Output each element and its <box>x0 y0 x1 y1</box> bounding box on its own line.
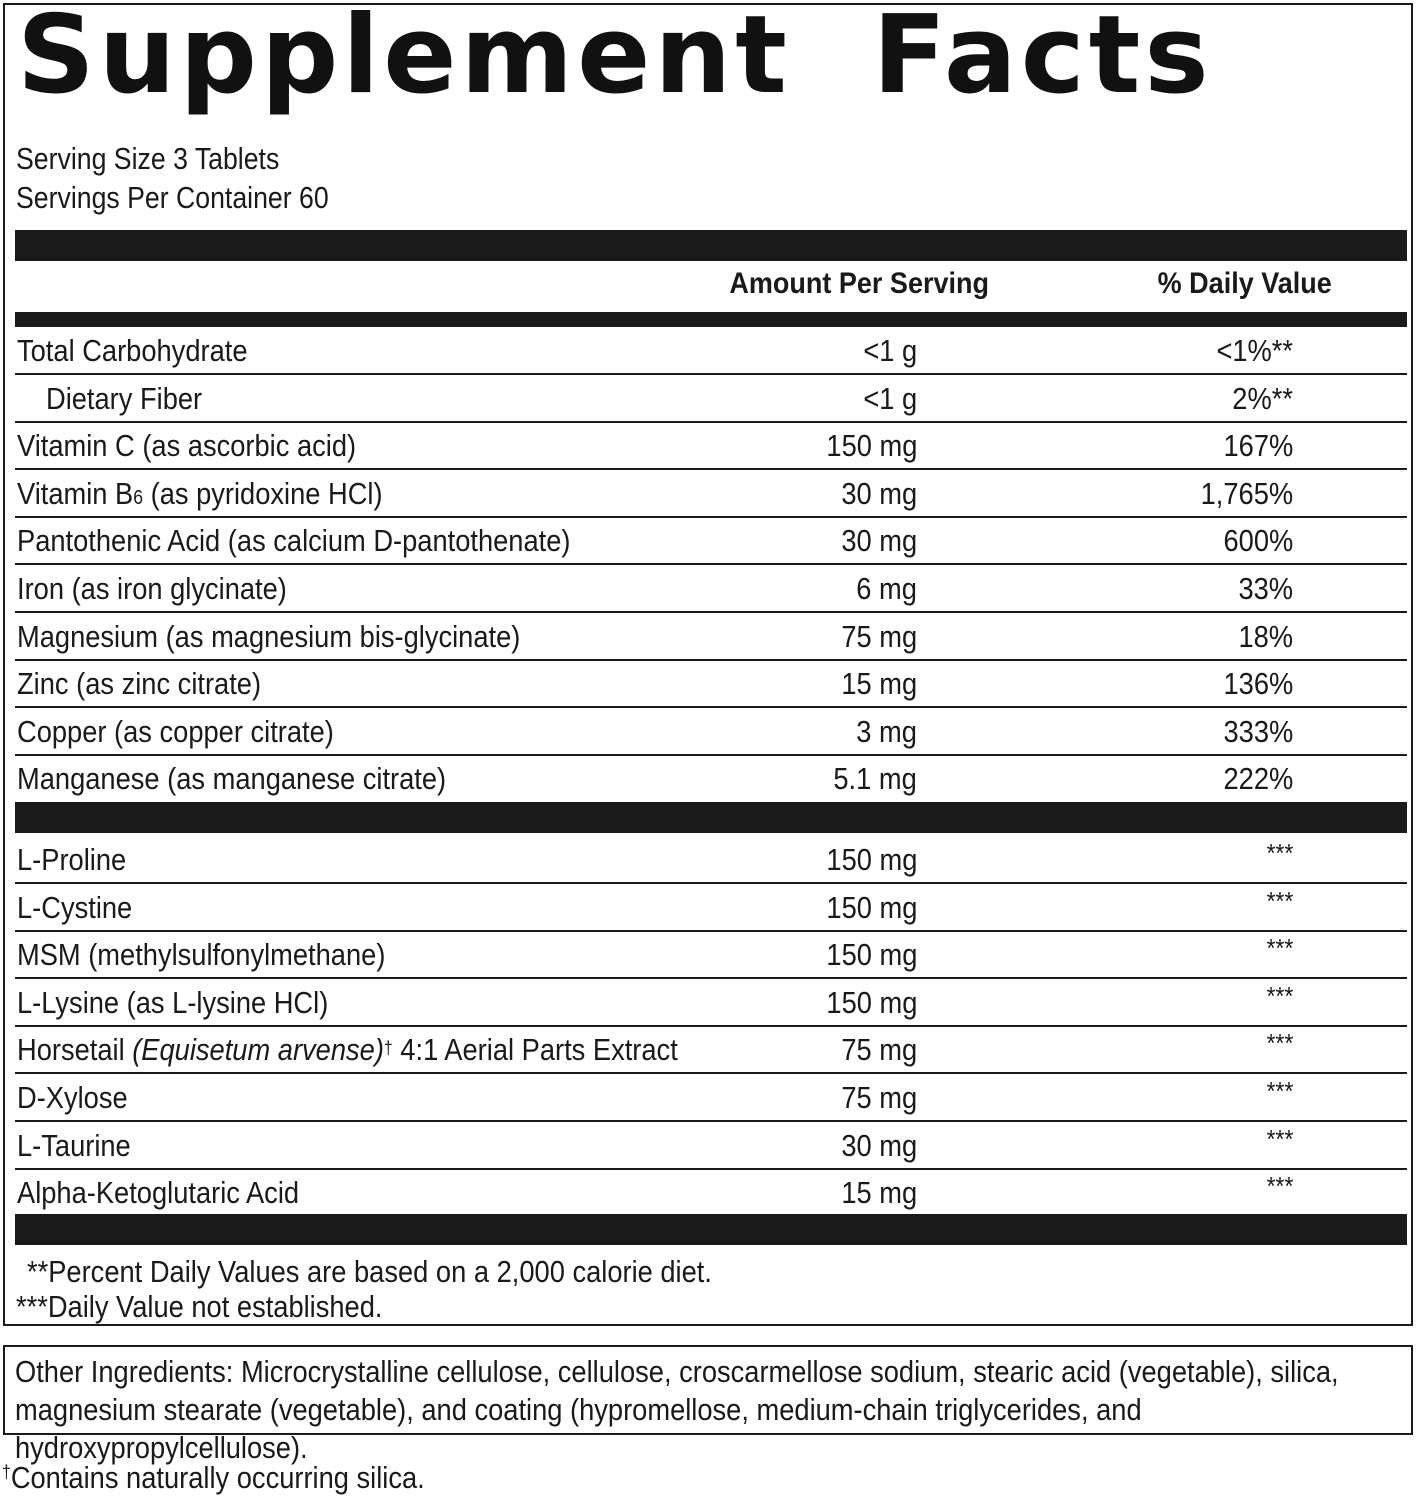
nutrient-name: L-Lysine (as L-lysine HCl) <box>17 984 329 1020</box>
nutrient-name: L-Cystine <box>17 889 133 925</box>
nutrient-daily-value: 1,765% <box>1200 475 1293 511</box>
nutrient-name-italic: (Equisetum arvense) <box>132 1032 384 1068</box>
footnote-percent-dv: **Percent Daily Values are based on a 2,000 calorie diet. <box>27 1254 712 1289</box>
other-ingredients-box <box>3 1345 1413 1465</box>
daily-value-header: % Daily Value <box>1157 267 1332 300</box>
nutrient-name: MSM (methylsulfonylmethane) <box>17 937 386 973</box>
nutrient-row <box>15 566 1407 613</box>
nutrient-daily-value: 333% <box>1223 713 1293 749</box>
nutrient-row <box>15 661 1407 708</box>
nutrient-name: Magnesium (as magnesium bis-glycinate) <box>17 618 521 654</box>
servings-per-container: Servings Per Container 60 <box>16 180 329 215</box>
nutrient-daily-value: 167% <box>1223 428 1293 464</box>
nutrient-amount: <1 g <box>863 380 917 416</box>
nutrient-daily-value: *** <box>1266 1123 1293 1154</box>
nutrient-daily-value: *** <box>1266 838 1293 868</box>
panel-title: Supplement Facts <box>17 0 1213 118</box>
nutrient-daily-value: *** <box>1266 1028 1293 1059</box>
nutrient-row <box>15 471 1407 518</box>
nutrient-name-part: Vitamin B <box>17 475 134 511</box>
nutrient-daily-value: 18% <box>1238 618 1293 654</box>
amount-per-serving-header: Amount Per Serving <box>729 267 989 300</box>
nutrient-amount: 15 mg <box>841 1175 917 1211</box>
nutrient-name: L-Proline <box>17 842 127 877</box>
nutrient-daily-value: *** <box>1266 1076 1293 1106</box>
nutrient-daily-value: *** <box>1266 980 1293 1011</box>
nutrient-daily-value: 2%** <box>1232 380 1293 416</box>
nutrient-amount: 30 mg <box>841 475 917 511</box>
nutrient-name <box>17 1033 678 1067</box>
nutrient-row <box>15 837 1407 884</box>
nutrient-name: Pantothenic Acid (as calcium D-pantothenate) <box>17 523 571 559</box>
nutrient-amount: 150 mg <box>826 937 917 973</box>
nutrient-row <box>15 423 1407 470</box>
nutrient-row <box>15 756 1407 803</box>
nutrient-row <box>15 376 1407 423</box>
nutrient-name: L-Taurine <box>17 1127 131 1163</box>
nutrient-name-part: (as pyridoxine HCl) <box>143 475 383 511</box>
nutrient-name: Manganese (as manganese citrate) <box>17 761 447 797</box>
nutrient-amount: 75 mg <box>841 1080 917 1115</box>
contains-silica-note <box>2 1460 425 1496</box>
thick-divider-bottom <box>15 1214 1407 1245</box>
nutrient-daily-value: *** <box>1266 1171 1293 1202</box>
nutrient-name: Dietary Fiber <box>46 380 203 416</box>
serving-size: Serving Size 3 Tablets <box>16 141 280 176</box>
header-divider <box>15 312 1407 327</box>
nutrient-name-subscript: 6 <box>133 486 144 509</box>
nutrient-amount: <1 g <box>863 333 917 368</box>
nutrient-name: Copper (as copper citrate) <box>17 713 334 749</box>
nutrient-row <box>15 328 1407 375</box>
dagger-mark: † <box>2 1462 11 1482</box>
nutrient-amount: 15 mg <box>841 666 917 702</box>
nutrient-name <box>17 477 383 511</box>
nutrient-row <box>15 1075 1407 1122</box>
nutrient-row <box>15 1170 1407 1217</box>
nutrient-daily-value: *** <box>1266 933 1293 964</box>
nutrient-amount: 6 mg <box>856 571 917 606</box>
contains-silica-text: Contains naturally occurring silica. <box>10 1460 425 1495</box>
nutrient-row <box>15 1027 1407 1074</box>
nutrient-amount: 150 mg <box>826 984 917 1020</box>
thick-divider-middle <box>15 802 1407 833</box>
nutrient-amount: 5.1 mg <box>833 761 917 797</box>
nutrient-row <box>15 518 1407 565</box>
nutrient-amount: 30 mg <box>841 523 917 559</box>
nutrient-amount: 75 mg <box>841 1032 917 1068</box>
nutrient-daily-value: 600% <box>1223 523 1293 559</box>
nutrient-row <box>15 709 1407 756</box>
nutrient-daily-value: 136% <box>1223 666 1293 702</box>
nutrient-amount: 150 mg <box>826 889 917 925</box>
other-ingredients-text: Other Ingredients: Microcrystalline cellulose, cellulose, croscarmellose sodium, stearic acid (vegetable), silica, magnesium stearate (vegetable), and coating (hypromellose, medium-chain triglycerides, and hydroxypropylcellulose). <box>15 1354 1339 1465</box>
dagger-mark: † <box>383 1038 393 1059</box>
nutrient-name-part: Horsetail <box>17 1032 133 1068</box>
thick-divider-top <box>15 230 1407 261</box>
nutrient-amount: 150 mg <box>826 842 917 877</box>
nutrient-amount: 75 mg <box>841 618 917 654</box>
nutrient-amount: 150 mg <box>826 428 917 464</box>
nutrient-row <box>15 980 1407 1027</box>
nutrient-name: Vitamin C (as ascorbic acid) <box>17 428 357 464</box>
nutrient-daily-value: *** <box>1266 885 1293 916</box>
nutrient-name: Total Carbohydrate <box>17 333 248 368</box>
nutrient-name: Iron (as iron glycinate) <box>17 571 287 606</box>
nutrient-name: D-Xylose <box>17 1080 128 1115</box>
nutrient-row <box>15 1123 1407 1170</box>
nutrient-row <box>15 932 1407 979</box>
footnote-dv-not-established: ***Daily Value not established. <box>16 1289 383 1324</box>
nutrient-row <box>15 885 1407 932</box>
nutrient-name: Zinc (as zinc citrate) <box>17 666 262 702</box>
supplement-facts-panel <box>3 0 1413 1326</box>
nutrient-name: Alpha-Ketoglutaric Acid <box>17 1175 300 1211</box>
nutrient-name-part: 4:1 Aerial Parts Extract <box>392 1032 678 1068</box>
nutrient-row <box>15 614 1407 661</box>
nutrient-amount: 3 mg <box>856 713 917 749</box>
nutrient-amount: 30 mg <box>841 1127 917 1163</box>
nutrient-daily-value: 33% <box>1238 571 1293 606</box>
nutrient-daily-value: 222% <box>1223 761 1293 797</box>
nutrient-daily-value: <1%** <box>1216 333 1293 368</box>
